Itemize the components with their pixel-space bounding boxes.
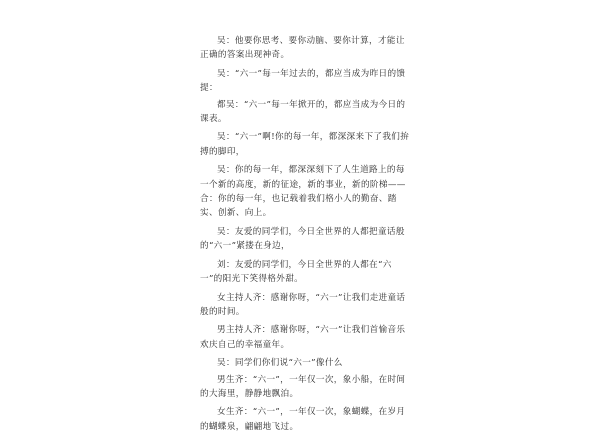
paragraph: 吴：“六一”每一年过去的，都应当成为昨日的馈提： (200, 68, 406, 94)
paragraph: 男主持人齐：感谢你呀，“六一”让我们首愉音乐欢庆自己的幸福童年。 (200, 325, 406, 350)
paragraph: 女生齐：“六一”，一年仅一次，象蝴蝶，在岁月的蝴蝶泉，翩翩地飞过。 (200, 407, 406, 432)
paragraph: 男生齐：“六一”，一年仅一次，象小船，在时间的大海里，静静地飘泊。 (200, 374, 406, 399)
paragraph: 吴：同学们你们说“六一”像什么 (217, 358, 343, 369)
document-body (200, 34, 412, 438)
paragraph: 刘：友爱的同学们，今日全世界的人都在“六一”的阳光下笑得格外甜。 (200, 259, 392, 285)
paragraph: 吴：“六一”啊!你的每一年，都深深来下了我们拚搏的脚印， (200, 132, 410, 157)
paragraph: 女主持人齐：感谢你呀，“六一”让我们走进童话般的时间。 (200, 292, 406, 317)
paragraph: 都吴：“六一”每一年掀开的，都应当成为今日的课表。 (200, 99, 406, 125)
paragraph: 吴：你的每一年，都深深刻下了人生道路上的每一个新的高度，新的征途，新的事业，新的阶梯——合：你的每一年，也记载着我们格小人的勤奋、踏实、创新、向上。 (200, 165, 406, 219)
paragraph: 吴：友爱的同学们，今日全世界的人都把童话般的“六一”紧搂在身边， (200, 226, 405, 252)
paragraph: 吴：他要你思考、要你动脑、要你计算，才能让正确的答案出现神奇。 (200, 36, 405, 61)
